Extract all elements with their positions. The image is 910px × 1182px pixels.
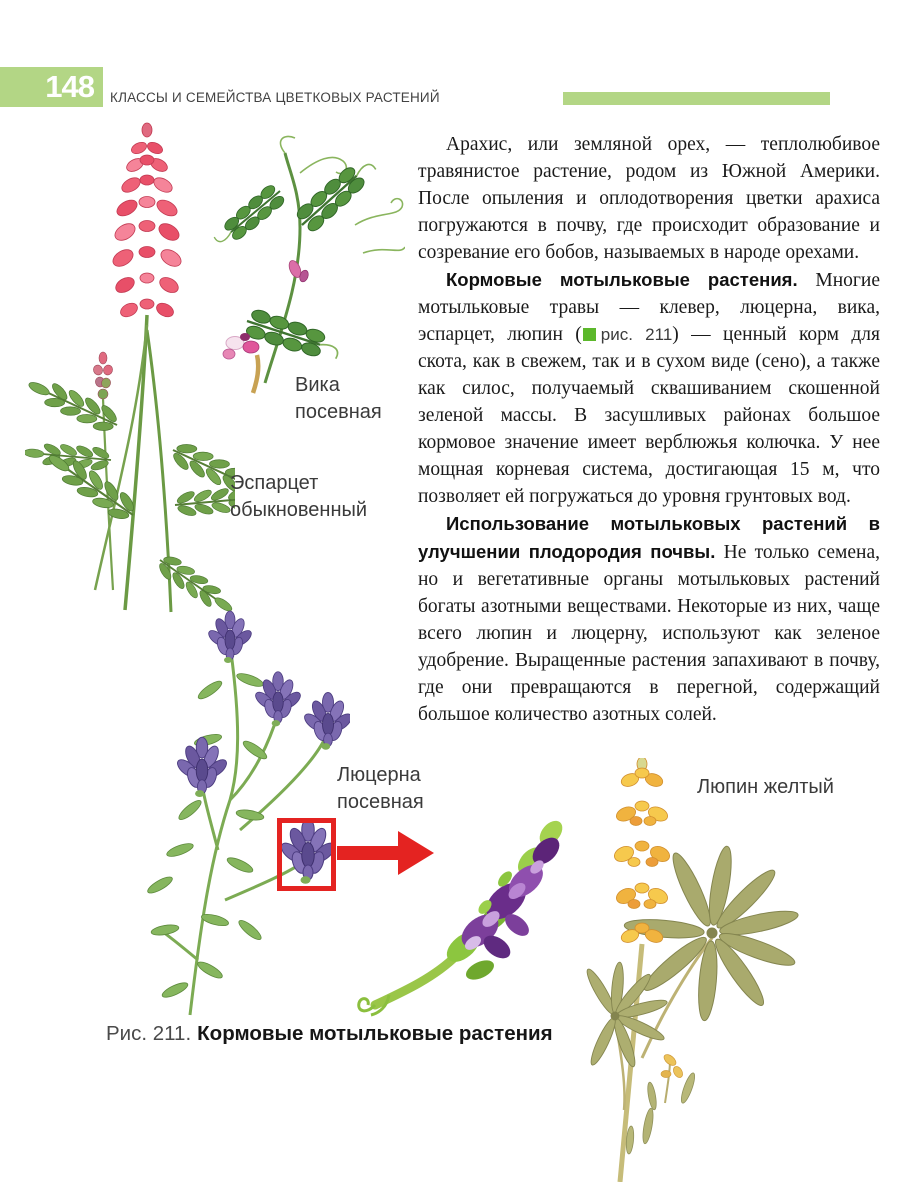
label-alfalfa [337,762,424,816]
paragraph-arachis: Арахис, или земляной орех, — теплолюбивое травянистое растение, родом из Южной Америки. После опыления и оплодотворения цветки арахиса погружаются в почву, где происходит образование и созревание его бобов, называемых в народе орехами. [418,134,880,263]
paragraph-lead: Использование мотыльковых растений в улучшении плодородия почвы. [418,513,880,562]
figure-reference-square-icon [583,328,596,341]
lupine-illustration [570,758,810,1182]
paragraph-body-text: Не только семена, но и вегетативные органы мотыльковых растений богаты азотными веществами. Некоторые из них, чаще всего люпин и люцерну, используют как зеленое удобрение. Выращенные растения запахивают в почву, где они превращаются в перегной, содержащий большое количество азотных солей. [418,542,880,725]
header-accent-bar [563,92,830,105]
alfalfa-illustration [90,600,350,1020]
label-line: Вика [295,374,340,396]
paragraph-body-text: ) — ценный корм для скота, как в свежем, так и в сухом виде (сено), а также как силос, получаемый сквашиванием скошенной зеленой массы. В засушливых районах большое кормовое значение имеет верблюжья колючка. У нее мощная корневая система, достигающая 15 м, что позволяет ей погружаться до уровня грунтовых вод. [418,324,880,507]
label-sainfoin [230,470,367,524]
label-line: посевная [337,791,424,813]
label-line: обыкновенный [230,499,368,521]
figure-reference [582,325,673,344]
paragraph-lead: Кормовые мотыльковые растения. [446,269,798,290]
label-line: посевная [295,401,382,423]
paragraph-soil-fertility [418,510,880,728]
figure-caption [106,1022,553,1046]
label-lupine: Люпин желтый [697,776,834,798]
label-vetch [295,372,382,426]
paragraph-fodder-legumes [418,266,880,510]
figure-caption-number: Рис. 211. [106,1022,192,1045]
figure-reference-label: рис. 211 [600,325,673,344]
chapter-header-title: КЛАССЫ И СЕМЕЙСТВА ЦВЕТКОВЫХ РАСТЕНИЙ [110,90,440,105]
figure-caption-title: Кормовые мотыльковые растения [197,1022,553,1045]
sainfoin-illustration [25,120,235,620]
paragraph-body-text: Многие мотыльковые травы — клевер, люцерна, вика, эспарцет, люпин ( [418,270,880,345]
red-highlight-box [277,818,336,891]
label-line: Эспарцет [230,472,319,494]
vetch-illustration [205,133,405,395]
page-number-badge: 148 [0,67,103,107]
article-text-column [418,131,880,728]
label-line: Люцерна [337,764,421,786]
alfalfa-flower-photo [345,795,595,1025]
